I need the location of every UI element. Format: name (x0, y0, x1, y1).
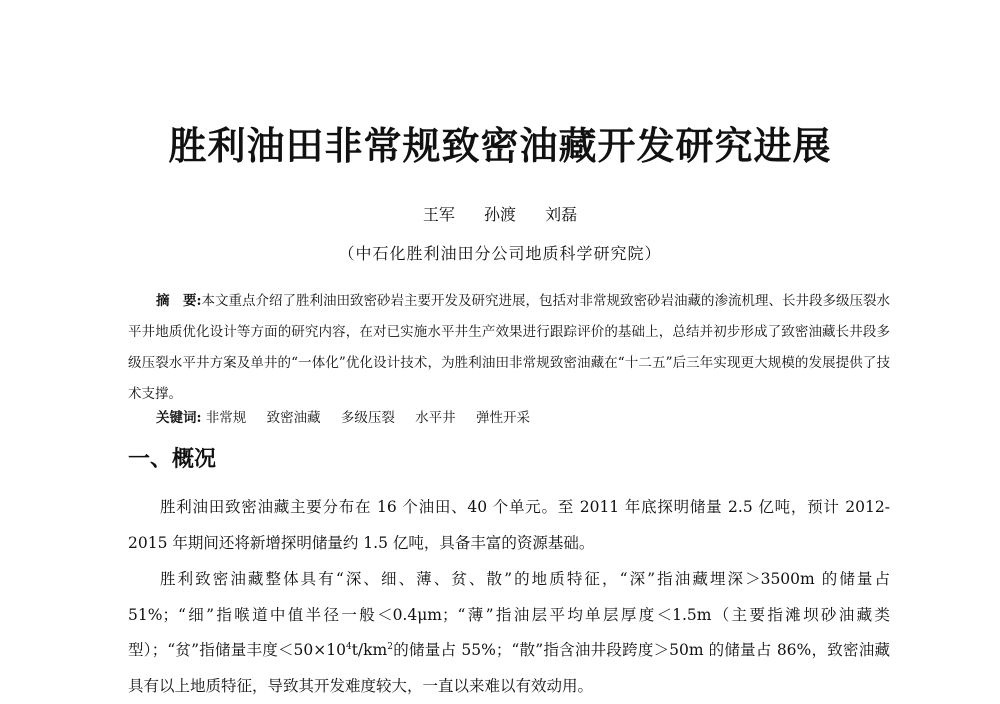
keyword: 弹性开采 (475, 410, 530, 426)
paragraph-text: 胜利致密油藏整体具有“深、细、薄、贫、散”的地质特征，“深”指油藏埋深＞3500m 的储量占 51%；“细”指喉道中值半径一般＜0.4μm；“薄”指油层平均单层厚度＜1.5m（主要指滩坝砂油藏类型）；“贫”指储量丰度＜50×10 (128, 570, 890, 659)
abstract (128, 286, 890, 410)
paragraph-text: 的储量占 55%；“散”指含油井段跨度＞50m 的储量占 86%，致密油藏具有以上地质特征，导致其开发难度较大，一直以来难以有效动用。 (128, 641, 890, 695)
abstract-text: 本文重点介绍了胜利油田致密砂岩主要开发及研究进展，包括对非常规致密砂岩油藏的渗流机理、长井段多级压裂水平井地质优化设计等方面的研究内容，在对已实施水平井生产效果进行跟踪评价的基础上，总结并初步形成了致密油藏长井段多级压裂水平井方案及单井的“一体化”优化设计技术，为胜利油田非常规致密油藏在“十二五”后三年实现更大规模的发展提供了技术支撑。 (128, 293, 890, 402)
superscript: 4 (345, 641, 352, 652)
author-list (0, 204, 1000, 226)
author-name: 刘磊 (545, 205, 578, 224)
keyword: 致密油藏 (266, 410, 321, 426)
author-name: 王军 (422, 205, 455, 224)
keywords (156, 406, 890, 430)
author-name: 孙渡 (483, 205, 516, 224)
paragraph-text: t/km (351, 641, 388, 659)
section-heading: 一、概况 (128, 447, 217, 472)
paper-title: 胜利油田非常规致密油藏开发研究进展 (168, 124, 832, 168)
keyword: 水平井 (415, 410, 456, 426)
superscript: 2 (387, 641, 393, 652)
keyword: 非常规 (205, 410, 247, 426)
abstract-label: 摘 要: (156, 293, 202, 309)
body-paragraph: 胜利油田致密油藏主要分布在 16 个油田、40 个单元。至 2011 年底探明储量 2.5 亿吨，预计 2012-2015 年期间还将新增探明储量约 1.5 亿吨，具备丰富的资源基础。 (128, 498, 890, 552)
affiliation: （中石化胜利油田分公司地质科学研究院） (338, 244, 662, 263)
keyword: 多级压裂 (340, 410, 395, 426)
body-paragraph (128, 562, 890, 704)
keywords-label: 关键词: (156, 410, 202, 426)
